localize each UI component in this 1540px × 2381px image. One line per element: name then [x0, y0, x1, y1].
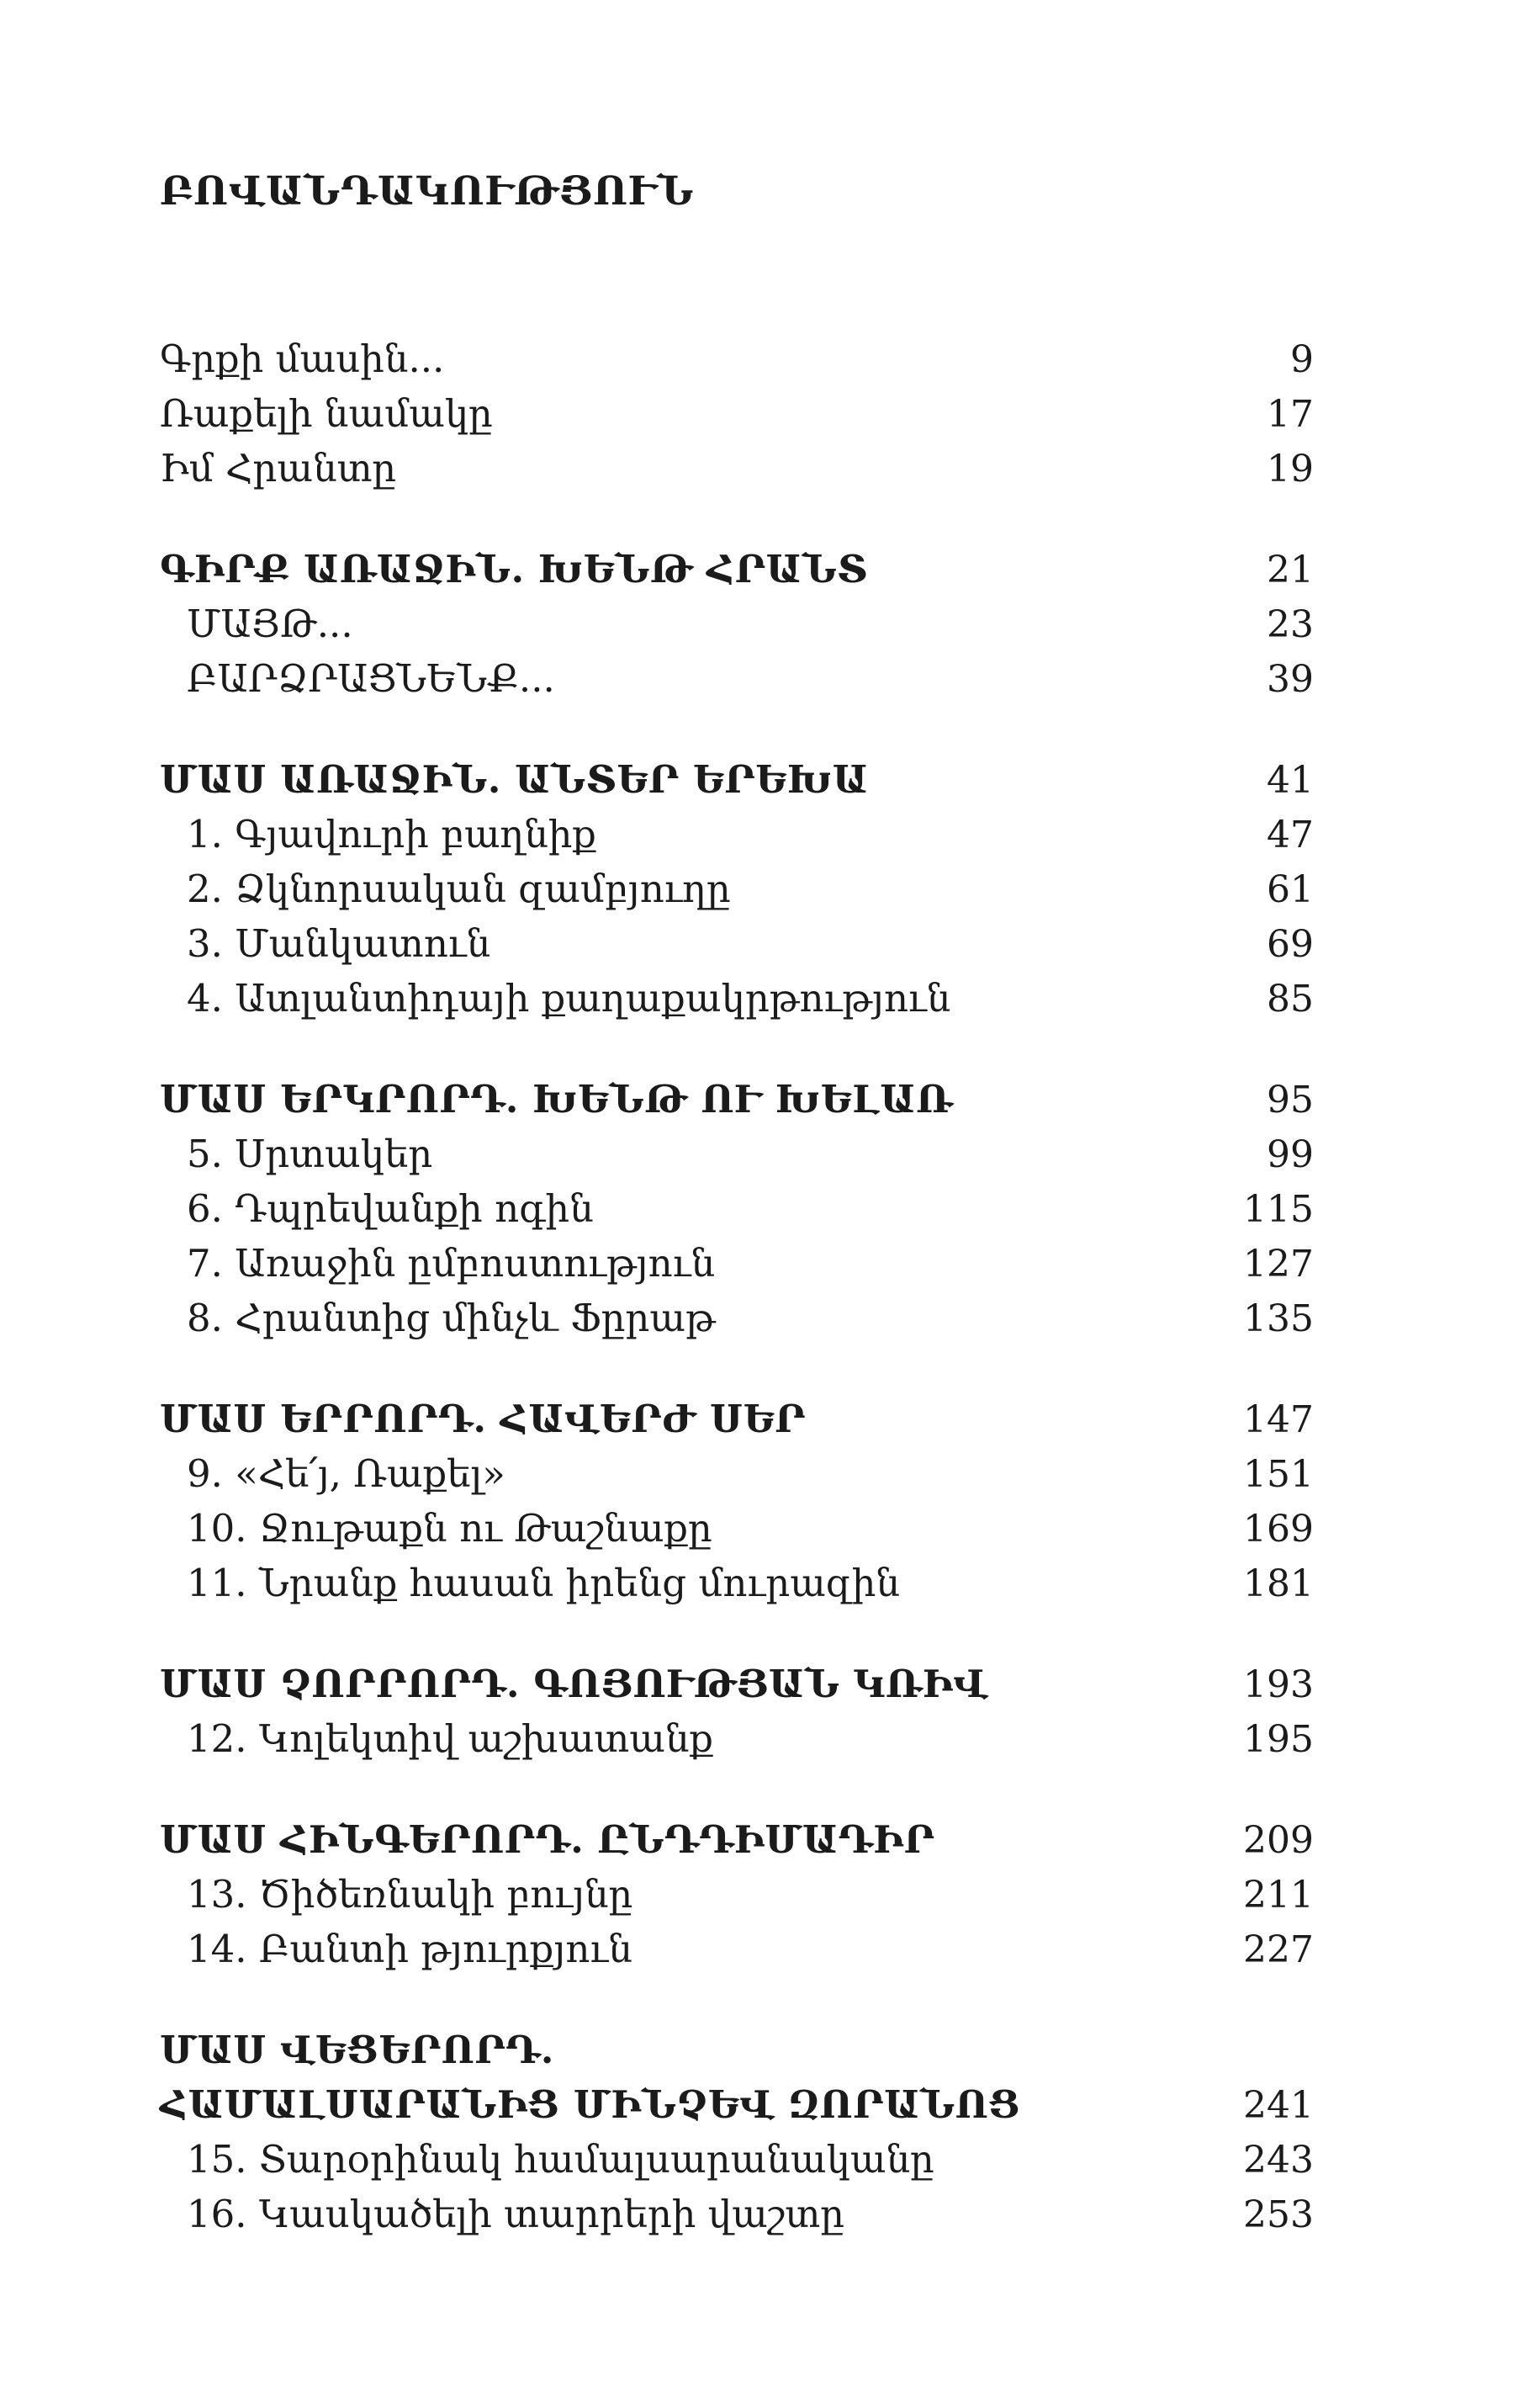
toc-entry-page: 127	[1243, 1243, 1314, 1286]
toc-entry-page: 135	[1243, 1297, 1314, 1340]
toc-entry-label: ՀԱՄԱԼՍԱՐԱՆԻՑ ՄԻՆՉԵՎ ԶՈՐԱՆՈՑ	[160, 2082, 1021, 2127]
toc-entry-page: 227	[1243, 1928, 1314, 1971]
toc-entry	[160, 1501, 1314, 1556]
toc-entry	[160, 542, 1314, 597]
toc-entry-label: ՄԱՍ ԱՌԱՋԻՆ. ԱՆՏԵՐ ԵՐԵԽԱ	[160, 757, 869, 802]
toc-entry-page: 151	[1243, 1453, 1314, 1496]
toc-entry	[160, 1446, 1314, 1501]
toc-entry-label: ՄԱՍ ՎԵՑԵՐՈՐԴ.	[160, 2028, 554, 2072]
toc-list	[160, 331, 1314, 2241]
toc-entry-label: 8. Հրանտից մինչև Ֆըրաթ	[187, 1296, 716, 1340]
toc-entry-label: 16. Կասկածելի տարրերի վաշտը	[187, 2192, 844, 2236]
toc-entry	[160, 1392, 1314, 1446]
toc-entry	[160, 1922, 1314, 1976]
toc-entry-page: 147	[1243, 1398, 1314, 1441]
toc-entry-label: 12. Կոլեկտիվ աշխատանք	[187, 1716, 714, 1761]
toc-entry-label: ԲԱՐՁՐԱՑՆԵՆՔ...	[187, 656, 555, 701]
toc-entry-page: 39	[1267, 658, 1314, 701]
toc-entry-page: 47	[1267, 814, 1314, 856]
toc-entry	[160, 752, 1314, 807]
toc-entry-label: ՄԱՍ ՉՈՐՐՈՐԴ. ԳՈՅՈՒԹՅԱՆ ԿՌԻՎ	[160, 1662, 989, 1706]
toc-entry-label: ՄԱՍ ԵՐԿՐՈՐԴ. ԽԵՆԹ ՈՒ ԽԵԼԱՌ	[160, 1077, 953, 1122]
toc-entry	[160, 441, 1314, 496]
toc-entry	[160, 1127, 1314, 1181]
toc-entry	[160, 916, 1314, 971]
toc-entry	[160, 1657, 1314, 1711]
toc-entry-label: 7. Առաջին ըմբոստություն	[187, 1241, 716, 1286]
toc-entry-page: 193	[1243, 1663, 1314, 1706]
toc-entry-page: 17	[1267, 393, 1314, 436]
toc-entry	[160, 1556, 1314, 1610]
toc-entry	[160, 1867, 1314, 1922]
toc-entry-page: 9	[1290, 338, 1314, 381]
toc-entry-page: 19	[1267, 448, 1314, 491]
toc-entry-page: 169	[1243, 1508, 1314, 1551]
toc-entry	[160, 1711, 1314, 1766]
toc-entry-label: Ռաքելի նամակը	[160, 391, 493, 436]
toc-entry	[160, 597, 1314, 651]
toc-entry	[160, 2187, 1314, 2241]
toc-entry	[160, 386, 1314, 441]
toc-entry	[160, 807, 1314, 862]
toc-entry-page: 99	[1267, 1133, 1314, 1176]
toc-entry-label: 9. «Հե՛յ, Ռաքել»	[187, 1451, 505, 1496]
toc-entry-label: 6. Դպրեվանքի ոգին	[187, 1186, 594, 1231]
toc-entry	[160, 1291, 1314, 1345]
toc-entry	[160, 1181, 1314, 1236]
page-title: ԲՈՎԱՆԴԱԿՈՒԹՅՈՒՆ	[160, 168, 695, 215]
toc-entry-page: 241	[1243, 2084, 1314, 2127]
toc-entry-page: 115	[1243, 1188, 1314, 1231]
toc-entry-page: 41	[1267, 759, 1314, 802]
toc-entry-label: 4. Ատլանտիդայի քաղաքակրթություն	[187, 976, 951, 1021]
toc-content	[160, 168, 1314, 2241]
toc-entry	[160, 1072, 1314, 1127]
toc-entry-page: 85	[1267, 978, 1314, 1021]
toc-entry-page: 181	[1243, 1562, 1314, 1605]
toc-entry-label: ՄԱՍ ՀԻՆԳԵՐՈՐԴ. ԸՆԴԴԻՄԱԴԻՐ	[160, 1817, 935, 1862]
toc-entry	[160, 2132, 1314, 2187]
toc-entry-page: 195	[1243, 1718, 1314, 1761]
toc-entry-label: Իմ Հրանտը	[160, 446, 397, 491]
toc-entry-label: 2. Ձկնորսական զամբյուղը	[187, 867, 731, 911]
toc-entry-page: 209	[1243, 1819, 1314, 1862]
toc-entry-label: 13. Ծիծեռնակի բույնը	[187, 1872, 633, 1917]
toc-entry-label: 14. Բանտի թյուրքյուն	[187, 1927, 632, 1971]
toc-entry	[160, 1812, 1314, 1867]
toc-entry-label: Գրքի մասին...	[160, 337, 445, 381]
toc-entry-page: 253	[1243, 2193, 1314, 2236]
toc-entry	[160, 331, 1314, 386]
toc-entry	[160, 1236, 1314, 1291]
toc-entry-page: 69	[1267, 923, 1314, 966]
toc-entry-label: 5. Սրտակեր	[187, 1132, 433, 1176]
toc-entry-label: 3. Մանկատուն	[187, 921, 491, 966]
toc-entry-label: ՄԱՅԹ...	[187, 602, 353, 646]
toc-entry-label: 15. Տարօրինակ համալսարանականը	[187, 2137, 934, 2182]
toc-entry-label: 10. Ջութաքն ու Թաշնաքը	[187, 1506, 712, 1551]
toc-entry	[160, 971, 1314, 1026]
toc-entry-page: 61	[1267, 868, 1314, 911]
toc-entry-label: ԳԻՐՔ ԱՌԱՋԻՆ. ԽԵՆԹ ՀՐԱՆՏ	[160, 547, 869, 591]
toc-entry-page: 95	[1267, 1079, 1314, 1122]
toc-entry-label: ՄԱՍ ԵՐՐՈՐԴ. ՀԱՎԵՐԺ ՍԵՐ	[160, 1397, 807, 1441]
toc-entry	[160, 2023, 1314, 2077]
toc-entry	[160, 651, 1314, 706]
toc-entry	[160, 2077, 1314, 2132]
toc-entry-label: 1. Գյավուրի բաղնիք	[187, 812, 597, 856]
toc-entry-page: 211	[1243, 1874, 1314, 1917]
toc-entry-page: 21	[1267, 549, 1314, 591]
toc-entry-label: 11. Նրանք հասան իրենց մուրազին	[187, 1561, 901, 1605]
toc-entry-page: 23	[1267, 603, 1314, 646]
toc-entry	[160, 862, 1314, 916]
toc-entry-page: 243	[1243, 2139, 1314, 2182]
